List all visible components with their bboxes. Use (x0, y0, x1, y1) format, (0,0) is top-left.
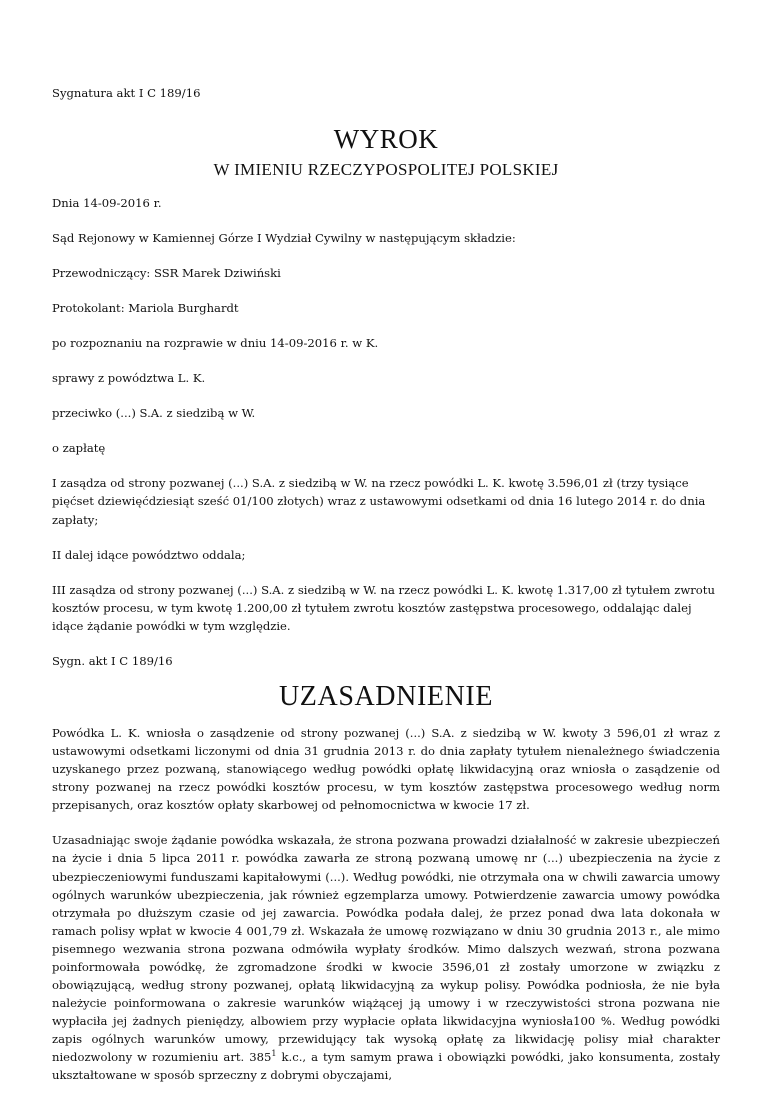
verdict-item-1: I zasądza od strony pozwanej (...) S.A. z siedzibą w W. na rzecz powódki L. K. kwotę 3.596,01 zł (trzy tysiące pięćset dziewięćdziesiąt sześć 01/100 złotych) wraz z ustawowymi odsetkami od dnia 16 lutego 2014 r. do dnia zapłaty; (52, 476, 706, 527)
justification-title: UZASADNIENIE (278, 681, 494, 713)
case-defendant: przeciwko (...) S.A. z siedzibą w W. (52, 406, 256, 421)
court-recorder: Protokolant: Mariola Burghardt (52, 301, 239, 315)
case-subject: o zapłatę (52, 441, 106, 456)
paragraph-2-continuation: k.c., a tym samym prawa i obowiązki powódki, jako konsumenta, zostały ukształtowane w sposób sprzeczny z dobrymi obyczajami, (52, 1050, 720, 1083)
court-composition: Sąd Rejonowy w Kamiennej Górze I Wydział Cywilny w następującym składzie: (52, 230, 516, 245)
justification-signature: Sygn. akt I C 189/16 (52, 653, 173, 668)
case-plaintiff: sprawy z powództwa L. K. (52, 371, 206, 386)
document-content (52, 84, 720, 1102)
verdict-item-2: II dalej idące powództwo oddala; (52, 547, 246, 562)
verdict-title: WYROK (333, 124, 439, 155)
verdict-date: Dnia 14-09-2016 r. (52, 195, 162, 210)
verdict-item-3: III zasądza od strony pozwanej (...) S.A. z siedzibą w W. na rzecz powódki L. K. kwotę 1.317,00 zł tytułem zwrotu kosztów procesu, w tym kwotę 1.200,00 zł tytułem zwrotu kosztów zastępstwa procesowego, oddalając dalej idące żądanie powódki w tym względzie. (52, 582, 715, 633)
verdict-subtitle: W IMIENIU RZECZYPOSPOLITEJ POLSKIEJ (213, 160, 559, 180)
presiding-judge: Przewodniczący: SSR Marek Dziwiński (52, 265, 281, 280)
paragraph-2-text: Uzasadniając swoje żądanie powódka wskazała, że strona pozwana prowadzi działalność w zakresie ubezpieczeń na życie i dnia 5 lipca 2011 r. powódka zawarła ze stroną pozwaną umowę nr (...) ubezpieczenia na życie z ubezpieczeniowymi funduszami kapitałowymi (...). Według powódki, nie otrzymała ona w chwili zawarcia umowy ogólnych warunków ubezpieczenia, jak również egzemplarza umowy. Potwierdzenie zawarcia umowy powódka otrzymała po dłuższym czasie od jej zawarcia. Powódka podała dalej, że przez ponad dwa lata dokonała w ramach polisy wpłat w kwocie 4 001,79 zł. Wskazała że umowę rozwiązano w dniu 30 grudnia 2013 r., ale mimo pisemnego wezwania strona pozwana odmówiła wypłaty środków. Mimo dalszych wezwań, strona pozwana poinformowała powódkę, że zgromadzone środki w kwocie 3596,01 zł zostały umorzone w związku z obowiązującą, według strony pozwanej, opłatą likwidacyjną za wykup polisy. Powódka podniosła, że nie była należycie poinformowana o zakresie warunków wiążącej ją umowy i w rzeczywistości strona pozwana nie wypłaciła jej żadnych pieniędzy, albowiem przy wypłacie opłata likwidacyjna wyniosła100 %. Według powódki zapis ogólnych warunków umowy, przewidujący tak wysoką opłatę za likwidację polisy miał charakter niedozwolony w rozumieniu art. 385 (52, 833, 720, 1065)
case-signature: Sygnatura akt I C 189/16 (52, 86, 201, 100)
justification-paragraph-2 (52, 831, 720, 1084)
justification-paragraph-1: Powódka L. K. wniosła o zasądzenie od strony pozwanej (...) S.A. z siedzibą w W. kwoty 3 596,01 zł wraz z ustawowymi odsetkami liczonymi od dnia 31 grudnia 2013 r. do dnia zapłaty tytułem nienależnego świadczenia uzyskanego przez pozwaną, stanowiącego według powódki opłatę likwidacyjną oraz wniosła o zasądzenie od strony pozwanej na rzecz powódki kosztów procesu, w tym kosztów zastępstwa procesowego według norm przepisanych, oraz kosztów opłaty skarbowej od pełnomocnictwa w kwocie 17 zł. (52, 726, 720, 813)
article-superscript: 1 (271, 1049, 277, 1059)
hearing-info: po rozpoznaniu na rozprawie w dniu 14-09-2016 r. w K. (52, 336, 379, 351)
